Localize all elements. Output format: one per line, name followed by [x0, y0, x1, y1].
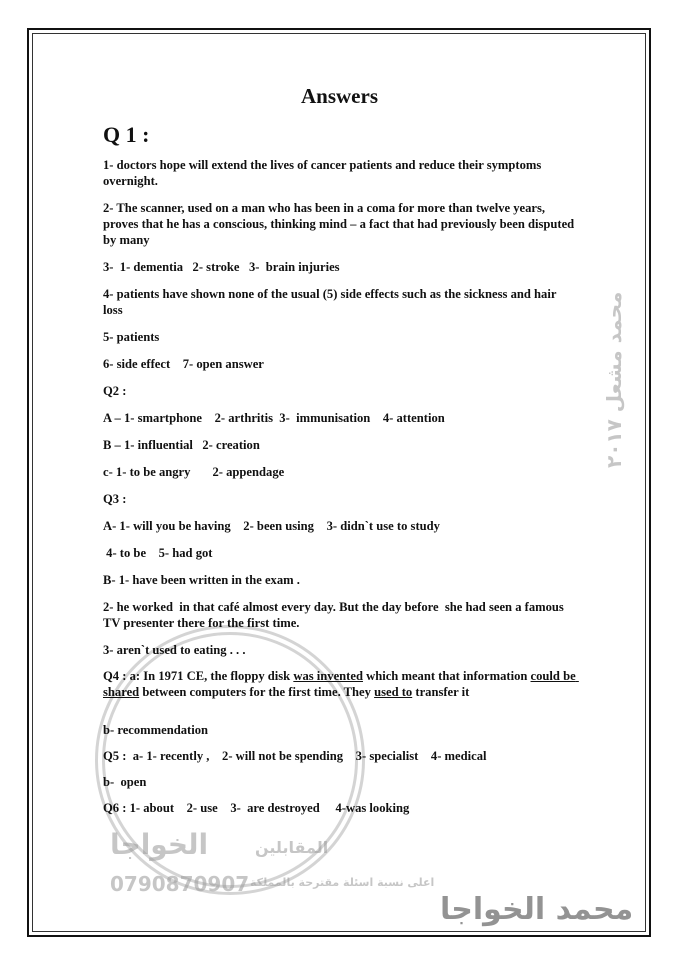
seal-place: المقابلين	[255, 838, 329, 857]
q4-underlined: could be shared	[103, 669, 579, 699]
page-title: Answers	[301, 84, 378, 108]
answer-paragraph: 2- he worked in that café almost every day. But the day before she had seen a famous TV presenter there for the first time.	[103, 600, 567, 630]
answer-paragraph: b- open	[103, 775, 147, 789]
q4-text: which meant that information	[362, 669, 531, 683]
answer-paragraph: 3- aren`t used to eating . . .	[103, 643, 246, 657]
answer-paragraph: B- 1- have been written in the exam .	[103, 573, 300, 587]
answer-paragraph: 6- side effect 7- open answer	[103, 357, 264, 371]
q4-text: transfer it	[412, 685, 470, 699]
watermark-diagonal: محمد مشعل ٢٠١٧	[602, 291, 626, 468]
answer-paragraph: 4- to be 5- had got	[103, 546, 213, 560]
seal-phone: 0790870907	[110, 872, 250, 896]
q4-text: between computers for the first time. They	[139, 685, 375, 699]
answer-paragraph: A- 1- will you be having 2- been using 3- didn`t use to study	[103, 519, 440, 533]
answer-paragraph: 5- patients	[103, 330, 160, 344]
answer-paragraph: 3- 1- dementia 2- stroke 3- brain injuries	[103, 260, 340, 274]
seal-motto: اعلى نسبة اسئلة مقترحة بالمملكة	[250, 876, 435, 889]
answer-paragraph: b- recommendation	[103, 723, 209, 737]
answer-paragraph: c- 1- to be angry 2- appendage	[103, 465, 285, 479]
q4-underlined: used to	[374, 685, 413, 699]
q4-text: Q4 : a: In 1971 CE, the floppy disk	[103, 669, 294, 683]
answer-paragraph: Q6 : 1- about 2- use 3- are destroyed 4-was looking	[103, 801, 410, 815]
signature-watermark: محمد الخواجا	[440, 892, 634, 927]
section-heading: Q3 :	[103, 492, 127, 506]
q4-underlined: was invented	[293, 669, 363, 683]
answer-paragraph: 1- doctors hope will extend the lives of cancer patients and reduce their symptoms overnight.	[103, 158, 545, 188]
answer-paragraph: 2- The scanner, used on a man who has been in a coma for more than twelve years, proves that he has a conscious, thinking mind – a fact that had previously been disputed by many	[103, 201, 578, 247]
section-heading: Q2 :	[103, 384, 127, 398]
q1-heading: Q 1 :	[103, 122, 150, 147]
answer-paragraph: B – 1- influential 2- creation	[103, 438, 260, 452]
answer-paragraph: 4- patients have shown none of the usual (5) side effects such as the sickness and hair loss	[103, 287, 560, 317]
answer-paragraph: A – 1- smartphone 2- arthritis 3- immunisation 4- attention	[103, 411, 445, 425]
answer-paragraph: Q5 : a- 1- recently , 2- will not be spending 3- specialist 4- medical	[103, 749, 487, 763]
seal-name: الخواجا	[110, 828, 209, 861]
q4-answer	[103, 668, 583, 700]
